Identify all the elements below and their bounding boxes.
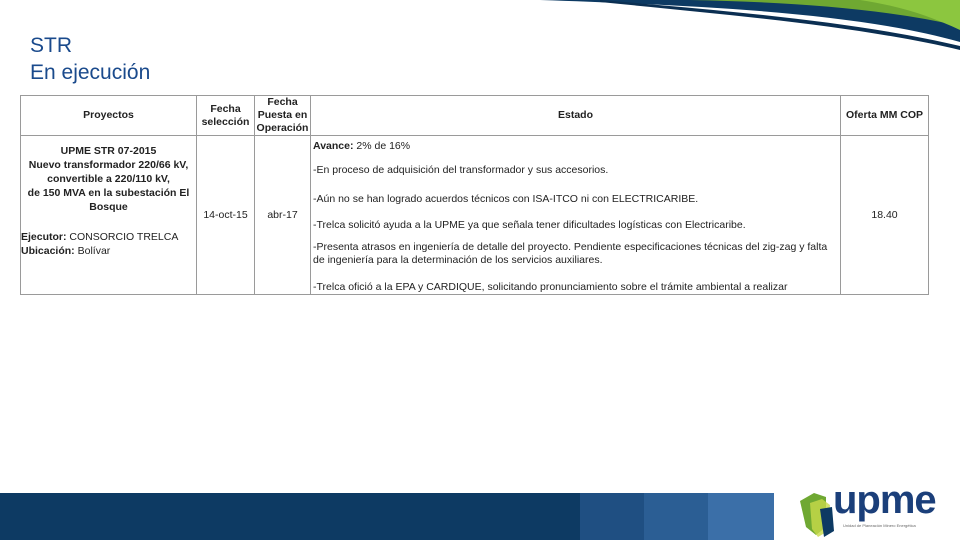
cell-oferta: 18.40	[841, 136, 929, 295]
page-title	[30, 32, 150, 86]
estado-item-4: -Presenta atrasos en ingeniería de detalle del proyecto. Pendiente especificaciones técnicas del zig-zag y falta de ingeniería para la determinación de los servicios auxiliares.	[313, 241, 828, 266]
title-line-1: STR	[30, 34, 72, 57]
table-header-row	[21, 96, 929, 136]
project-name-line-5: Bosque	[89, 201, 128, 213]
ubicacion	[21, 244, 196, 258]
ejecutor	[21, 230, 196, 244]
estado-item-5: -Trelca ofició a la EPA y CARDIQUE, solicitando pronunciamiento sobre el trámite ambiental a realizar	[313, 281, 788, 293]
project-name-line-2: Nuevo transformador 220/66 kV,	[28, 159, 189, 171]
ejecutor-label: Ejecutor:	[21, 231, 67, 243]
cell-proyecto	[21, 136, 197, 295]
footer-block-3	[708, 493, 774, 540]
ubicacion-label: Ubicación:	[21, 245, 75, 257]
header-fecha-puesta: Fecha Puesta en Operación	[255, 96, 311, 136]
estado-item-3: -Trelca solicitó ayuda a la UPME ya que señala tener dificultades logísticas con Electricaribe.	[313, 219, 746, 231]
project-name-line-4: de 150 MVA en la subestación El	[27, 187, 190, 199]
project-name	[21, 144, 196, 214]
cell-fecha-puesta: abr-17	[255, 136, 311, 295]
upme-logo-subtitle: Unidad de Planeación Minero Energética	[843, 523, 916, 528]
estado-item-2: -Aún no se han logrado acuerdos técnicos con ISA-ITCO ni con ELECTRICARIBE.	[313, 193, 699, 205]
footer-block-2	[644, 493, 708, 540]
avance-label: Avance:	[313, 140, 354, 152]
header-oferta: Oferta MM COP	[841, 96, 929, 136]
estado-item-1: -En proceso de adquisición del transformador y sus accesorios.	[313, 164, 609, 176]
project-name-line-3: convertible a 220/110 kV,	[47, 173, 170, 185]
table-row	[21, 136, 929, 295]
header-estado: Estado	[311, 96, 841, 136]
header-fecha-seleccion: Fecha selección	[197, 96, 255, 136]
project-name-line-1: UPME STR 07-2015	[60, 145, 157, 157]
cell-estado	[311, 136, 841, 295]
project-meta	[21, 230, 196, 258]
projects-table	[20, 95, 929, 295]
ubicacion-value: Bolívar	[74, 245, 111, 257]
avance-value: 2% de 16%	[353, 140, 411, 152]
header-proyectos: Proyectos	[21, 96, 197, 136]
upme-logo-text: upme	[833, 478, 936, 522]
ejecutor-value: CONSORCIO TRELCA	[66, 231, 179, 243]
title-line-2: En ejecución	[30, 61, 151, 84]
footer-block-1	[580, 493, 644, 540]
cell-fecha-seleccion: 14-oct-15	[197, 136, 255, 295]
avance	[313, 140, 836, 153]
